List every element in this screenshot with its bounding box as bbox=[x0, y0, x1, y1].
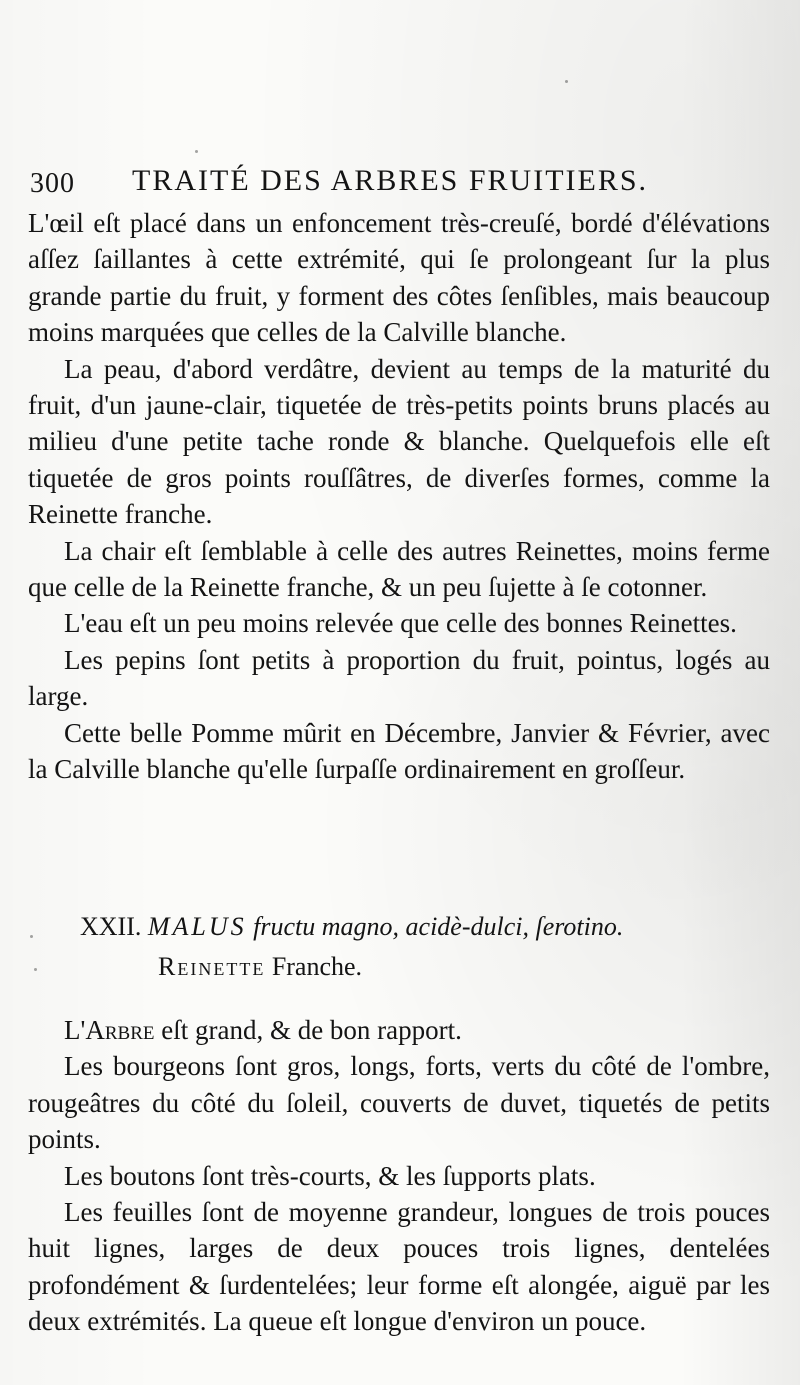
paragraph-skin: La peau, d'abord verdâtre, devient au temps de la maturité du fruit, d'un jaune-clair, tiquetée de très-petits points bruns placés au milieu d'une petite tache ronde & blanche. Quelquefois elle eſt tiquetée de gros points rouſſâtres, de diverſes formes, comme la Reinette franche. bbox=[28, 353, 770, 530]
latin-genus: MALUS bbox=[147, 912, 247, 941]
main-text-section-2 bbox=[28, 1012, 770, 1340]
entry-number: XXII. bbox=[80, 912, 142, 941]
paragraph-leaves: Les feuilles ſont de moyenne grandeur, longues de trois pouces huit lignes, larges de deux pouces trois lignes, dentelées profondément & ſurdentelées; leur forme eſt alongée, aiguë par les deux extrémités. La queue eſt longue d'environ un pouce. bbox=[28, 1197, 770, 1337]
running-title: TRAITÉ DES ARBRES FRUITIERS. bbox=[132, 164, 649, 197]
paragraph-eye: L'œil eſt placé dans un enfoncement très-creuſé, bordé d'élévations aſſez ſaillantes à cette extrémité, qui ſe prolongeant ſur la plus grande partie du fruit, y forment des côtes ſenſibles, mais beaucoup moins marquées que celles de la Calville blanche. bbox=[28, 208, 770, 348]
main-text-section-1 bbox=[28, 205, 770, 788]
ink-speck bbox=[565, 80, 568, 83]
latin-heading bbox=[80, 912, 770, 942]
paragraph-flesh: La chair eſt ſemblable à celle des autres Reinettes, moins ferme que celle de la Reinette franche, & un peu ſujette à ſe cotonner. bbox=[28, 535, 770, 603]
latin-description: fructu magno, acidè-dulci, ſerotino. bbox=[253, 912, 624, 941]
paragraph-ripening: Cette belle Pomme mûrit en Décembre, Janvier & Février, avec la Calville blanche qu'elle ſurpaſſe ordinairement en groſſeur. bbox=[28, 717, 770, 785]
paragraph-shoots: Les bourgeons ſont gros, longs, forts, verts du côté de l'ombre, rougeâtres du côté du ſoleil, couverts de duvet, tiquetés de petits points. bbox=[28, 1051, 770, 1155]
french-name-caps: Reinette bbox=[158, 952, 266, 981]
page-number: 300 bbox=[30, 168, 75, 199]
french-name-rest: Franche. bbox=[271, 952, 363, 981]
page-header bbox=[30, 160, 770, 204]
paragraph-tree-rest: eſt grand, & de bon rapport. bbox=[161, 1015, 462, 1045]
ink-speck bbox=[195, 150, 198, 153]
paragraph-seeds: Les pepins ſont petits à proportion du fruit, pointus, logés au large. bbox=[28, 644, 770, 712]
french-heading bbox=[158, 952, 770, 982]
paragraph-buds: Les boutons ſont très-courts, & les ſupports plats. bbox=[64, 1160, 596, 1191]
paragraph-tree bbox=[28, 1012, 770, 1048]
first-word-caps: L'Arbre bbox=[64, 1015, 155, 1045]
entry-heading bbox=[28, 912, 770, 982]
paragraph-juice: L'eau eſt un peu moins relevée que celle des bonnes Reinettes. bbox=[64, 608, 737, 639]
